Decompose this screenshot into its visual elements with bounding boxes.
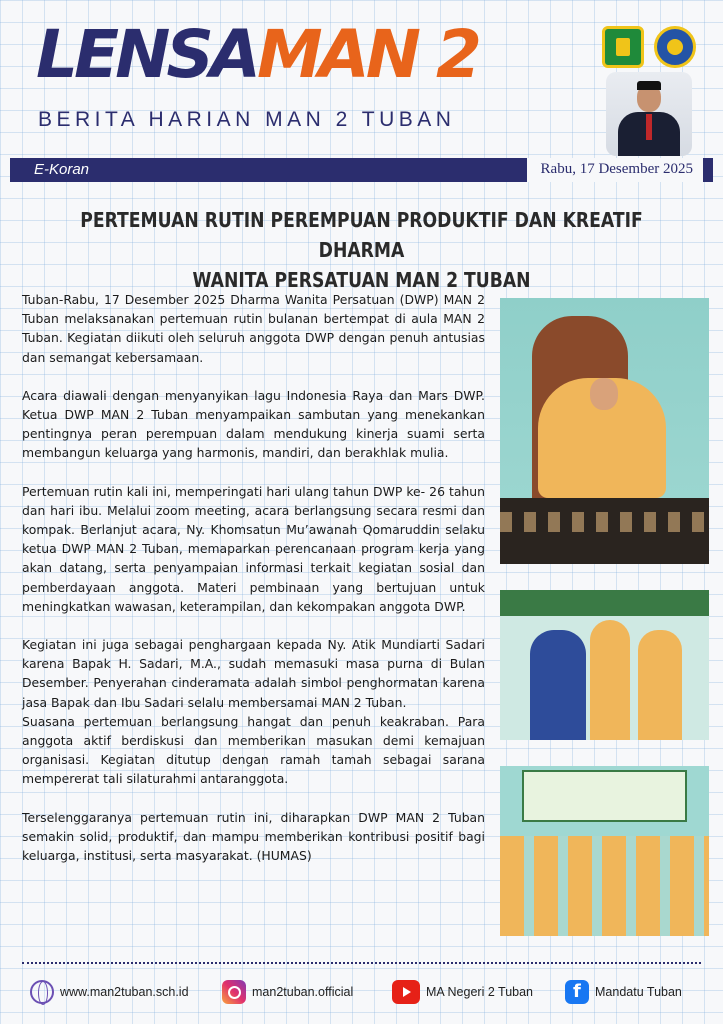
footer-instagram-label: man2tuban.official: [252, 985, 354, 999]
edition-band: [10, 158, 713, 182]
edition-label: E-Koran: [34, 161, 90, 178]
article-paragraph: Terselenggaranya pertemuan rutin ini, diharapkan DWP MAN 2 Tuban semakin solid, produktif, dan mampu memberikan kontribusi positif bagi keluarga, institusi, serta masyarakat. (HUMAS): [22, 809, 485, 864]
instagram-icon: [222, 980, 246, 1004]
article-body: [22, 290, 485, 884]
masthead-title-part2: MAN 2: [257, 16, 478, 93]
principal-portrait: [606, 72, 692, 156]
footer-facebook-label: Mandatu Tuban: [595, 985, 682, 999]
article-paragraph: Acara diawali dengan menyanyikan lagu Indonesia Raya dan Mars DWP. Ketua DWP MAN 2 Tuban menyampaikan sambutan yang menekankan pentingnya peran perempuan dalam mendukung kinerja suami serta membangun keluarga yang harmonis, mandiri, dan berakhlak mulia.: [22, 387, 485, 461]
edition-date: Rabu, 17 Desember 2025: [527, 158, 703, 182]
article-paragraph: Kegiatan ini juga sebagai penghargaan kepada Ny. Atik Mundiarti Sadari karena Bapak H. Sadari, M.A., sudah memasuki masa purna di Bulan Desember. Penyerahan cinderamata adalah simbol penghormatan karena jasa Bapak dan Ibu Sadari selalu membersamai MAN 2 Tuban.: [22, 637, 485, 710]
footer-website-label: www.man2tuban.sch.id: [60, 985, 189, 999]
article-headline: [76, 205, 646, 295]
footer-website[interactable]: [30, 980, 189, 1004]
masthead-title-part1: LENSA: [36, 16, 257, 93]
kemenag-logo: [602, 26, 644, 68]
tuban-regency-logo: [654, 26, 696, 68]
footer-youtube[interactable]: [392, 980, 533, 1004]
footer-facebook[interactable]: [565, 980, 682, 1004]
article-paragraph: Suasana pertemuan berlangsung hangat dan penuh keakraban. Para anggota aktif berdiskusi dan memberikan masukan demi kemajuan organisasi. Kegiatan ditutup dengan ramah tamah sebagai sarana mempererat tali silaturahmi antaranggota.: [22, 713, 485, 787]
photo-souvenir-handover: [500, 590, 709, 740]
footer-divider: [22, 962, 701, 964]
photo-group: [500, 766, 709, 936]
masthead-title: [36, 16, 478, 93]
headline-line-2: WANITA PERSATUAN MAN 2 TUBAN: [192, 268, 531, 292]
masthead-subtitle: BERITA HARIAN MAN 2 TUBAN: [38, 108, 456, 131]
globe-icon: [30, 980, 54, 1004]
footer-instagram[interactable]: [222, 980, 353, 1004]
footer-youtube-label: MA Negeri 2 Tuban: [426, 985, 534, 999]
headline-line-1: PERTEMUAN RUTIN PEREMPUAN PRODUKTIF DAN KREATIF DHARMA: [80, 208, 643, 262]
photo-speaker: [500, 298, 709, 564]
youtube-icon: [392, 980, 420, 1004]
facebook-icon: [565, 980, 589, 1004]
article-paragraph: Pertemuan rutin kali ini, memperingati hari ulang tahun DWP ke- 26 tahun dan hari ibu. Melalui zoom meeting, acara berlangsung secara resmi dan kompak. Berlanjut acara, Ny. Khomsatun Mu’awanah Qomaruddin selaku ketua DWP MAN 2 Tuban, memaparkan perencanaan program kerja yang akan datang, serta penyampaian informasi terkait kegiatan sosial dan pemberdayaan anggota. Materi pembinaan yang bertujuan untuk meningkatkan wawasan, keterampilan, dan kekompakan anggota DWP.: [22, 483, 485, 614]
article-paragraph: Tuban-Rabu, 17 Desember 2025 Dharma Wanita Persatuan (DWP) MAN 2 Tuban melaksanakan pertemuan rutin bulanan bertempat di aula MAN 2 Tuban. Kegiatan diikuti oleh seluruh anggota DWP dengan penuh antusias dan semangat kebersamaan.: [22, 292, 485, 365]
